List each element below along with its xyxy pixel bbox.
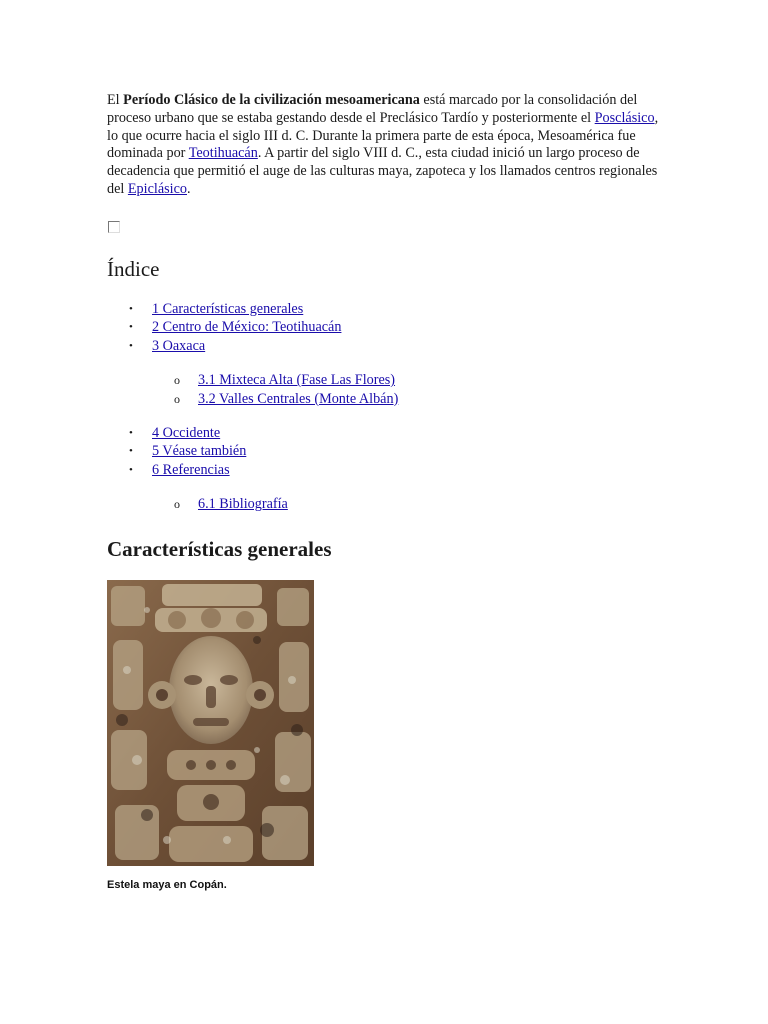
figure-caption: Estela maya en Copán. [107, 879, 227, 891]
toc-sublist-referencias [107, 495, 667, 513]
link-posclasico[interactable]: Posclásico [594, 109, 655, 126]
toc-item-3-1 [107, 371, 667, 389]
table-of-contents [107, 300, 667, 530]
toc-link-caracteristicas[interactable]: 1 Características generales [152, 301, 304, 317]
intro-text-5: . [186, 180, 191, 197]
toc-link-referencias[interactable]: 6 Referencias [152, 461, 230, 478]
toc-title: Índice [107, 257, 160, 281]
intro-text-1: El [107, 92, 124, 108]
toc-list-top [107, 300, 667, 355]
intro-text-4: . A partir del siglo VIII d. C., esta ciudad inició un largo proceso de decadencia que permitió el auge de las culturas maya, zapoteca y los llamados centros regionales del [107, 145, 658, 197]
toc-list-top-2 [107, 424, 667, 479]
article-intro-block [107, 92, 667, 199]
toc-item-6-1 [107, 495, 667, 513]
toc-item-3-2 [107, 390, 667, 408]
toc-link-valles-centrales[interactable]: 3.2 Valles Centrales (Monte Albán) [198, 390, 399, 407]
intro-text-3: , lo que ocurre hacia el siglo III d. C. Durante la primera parte de esta época, Mesoamérica fue dominada por [107, 109, 659, 162]
circle-bullet-icon: o [174, 373, 180, 388]
section-heading-caracteristicas: Características generales [107, 537, 332, 561]
bullet-icon: • [129, 445, 133, 458]
toc-item-6 [107, 461, 667, 479]
intro-paragraph [107, 92, 667, 199]
toc-link-bibliografia[interactable]: 6.1 Bibliografía [198, 496, 288, 513]
toc-link-oaxaca[interactable]: 3 Oaxaca [152, 337, 206, 354]
toc-item-5 [107, 442, 667, 460]
stela-image [107, 580, 314, 866]
toc-item-1 [107, 300, 667, 318]
bullet-icon: • [129, 321, 133, 334]
toc-item-4 [107, 424, 667, 442]
toc-link-vease-tambien[interactable]: 5 Véase también [152, 443, 247, 460]
bullet-icon: • [129, 339, 133, 352]
link-epiclasico[interactable]: Epiclásico [127, 180, 187, 197]
bullet-icon: • [129, 463, 133, 476]
stela-illustration [107, 580, 314, 866]
intro-bold-term: Período Clásico de la civilización mesoamericana [123, 92, 420, 108]
circle-bullet-icon: o [174, 391, 180, 406]
circle-bullet-icon: o [174, 497, 180, 512]
toc-link-mixteca-alta[interactable]: 3.1 Mixteca Alta (Fase Las Flores) [198, 372, 396, 389]
toc-item-3 [107, 337, 667, 355]
toc-item-2 [107, 318, 667, 336]
bullet-icon: • [129, 427, 133, 440]
toc-toggle-checkbox[interactable] [108, 221, 120, 233]
link-teotihuacan[interactable]: Teotihuacán [188, 145, 258, 162]
toc-sublist-oaxaca [107, 371, 667, 408]
toc-link-occidente[interactable]: 4 Occidente [152, 425, 221, 442]
intro-text-2: está marcado por la consolidación del proceso urbano que se estaba gestando desde el Preclásico Tardío y posteriormente el [107, 92, 638, 126]
toc-link-teotihuacan[interactable]: 2 Centro de México: Teotihuacán [152, 319, 342, 336]
bullet-icon: • [129, 303, 133, 315]
